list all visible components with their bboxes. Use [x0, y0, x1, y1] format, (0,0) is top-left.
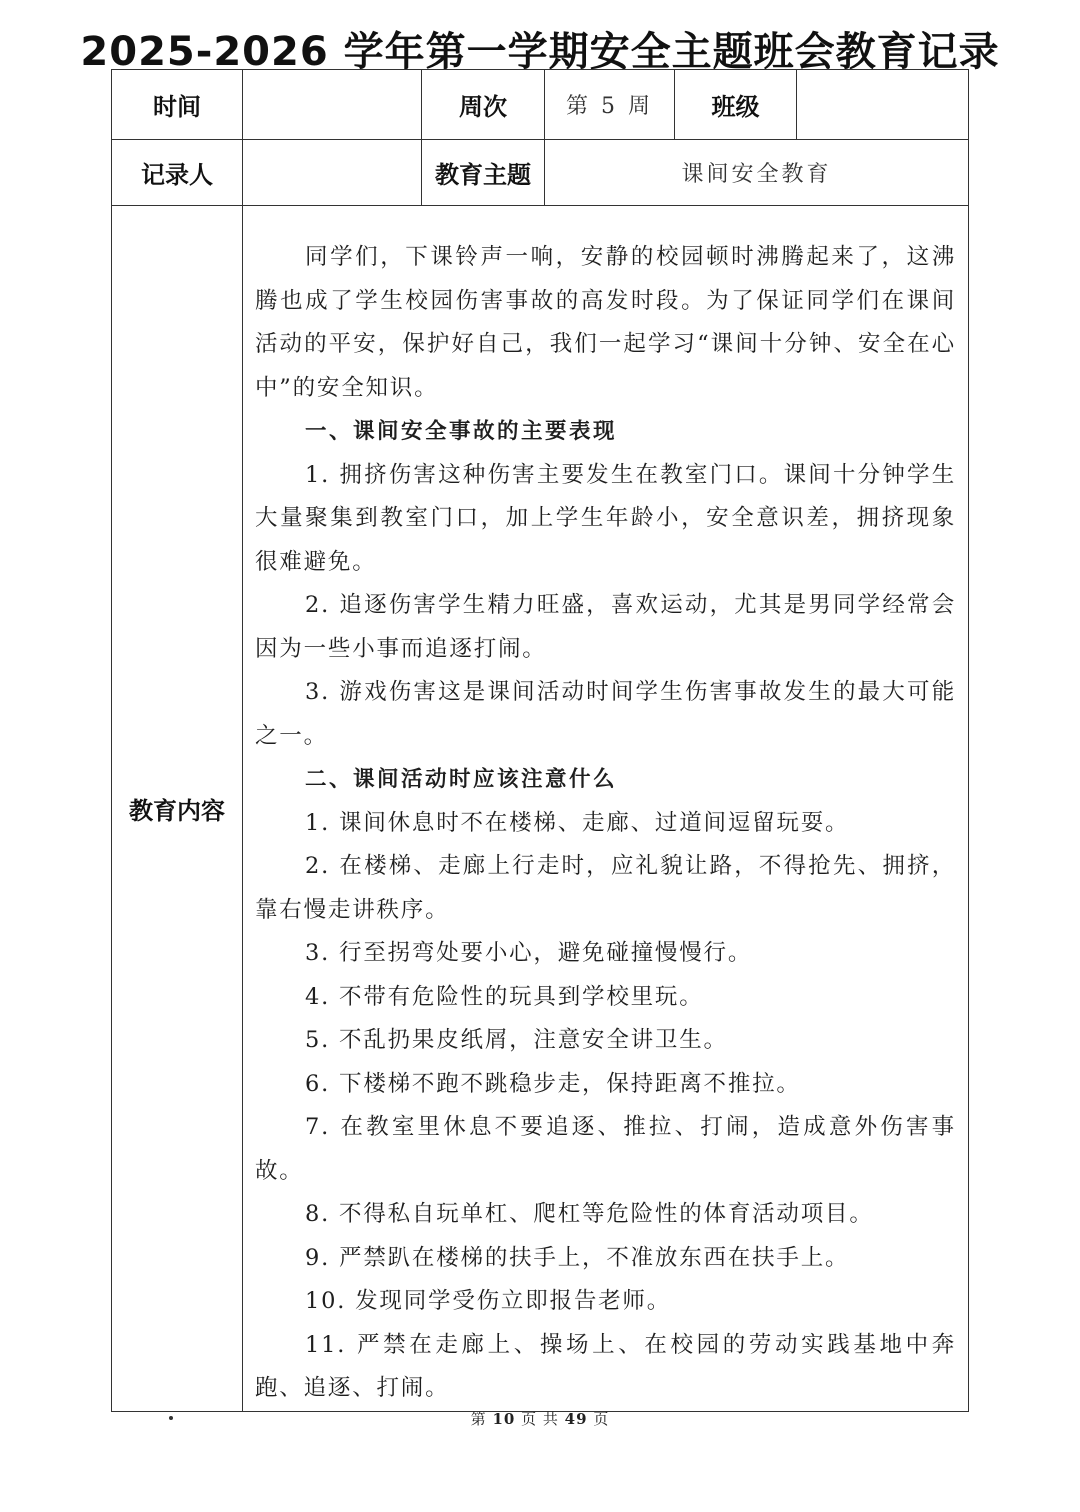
list-item: 1. 拥挤伤害这种伤害主要发生在教室门口。课间十分钟学生大量聚集到教室门口，加上学生年龄小，安全意识差，拥挤现象很难避免。 — [255, 461, 956, 575]
week-value: 第 5 周 — [545, 70, 675, 140]
content-body — [243, 206, 969, 1412]
recorder-label: 记录人 — [112, 140, 243, 206]
list-item: 5. 不乱扔果皮纸屑，注意安全讲卫生。 — [305, 1027, 728, 1053]
list-item: 9. 严禁趴在楼梯的扶手上，不准放东西在扶手上。 — [305, 1244, 850, 1271]
list-item: 8. 不得私自玩单杠、爬杠等危险性的体育活动项目。 — [305, 1201, 874, 1227]
page-footer — [0, 1408, 1080, 1429]
section-heading-2: 二、课间活动时应该注意什么 — [305, 767, 618, 792]
footer-middle: 页 共 — [521, 1410, 559, 1428]
list-item: 2. 追逐伤害学生精力旺盛，喜欢运动，尤其是男同学经常会因为一些小事而追逐打闹。 — [255, 592, 956, 662]
list-item: 4. 不带有危险性的玩具到学校里玩。 — [305, 983, 704, 1010]
time-value — [243, 70, 422, 140]
list-item: 3. 行至拐弯处要小心，避免碰撞慢慢行。 — [305, 940, 753, 966]
list-item: 6. 下楼梯不跑不跳稳步走，保持距离不推拉。 — [305, 1070, 801, 1097]
list-item: 10. 发现同学受伤立即报告老师。 — [305, 1288, 672, 1314]
list-item: 11. 严禁在走廊上、操场上、在校园的劳动实践基地中奔跑、追逐、打闹。 — [255, 1331, 956, 1401]
week-label: 周次 — [422, 70, 545, 140]
theme-value: 课间安全教育 — [545, 140, 969, 206]
record-table — [111, 69, 969, 1412]
list-item: 2. 在楼梯、走廊上行走时，应礼貌让路，不得抢先、拥挤，靠右慢走讲秩序。 — [255, 853, 956, 923]
section-heading-1: 一、课间安全事故的主要表现 — [305, 419, 618, 444]
class-label: 班级 — [675, 70, 797, 140]
intro-paragraph: 同学们，下课铃声一响，安静的校园顿时沸腾起来了，这沸腾也成了学生校园伤害事故的高发时段。为了保证同学们在课间活动的平安，保护好自己，我们一起学习“课间十分钟、安全在心中”的安全知识。 — [255, 244, 956, 401]
header-row-1 — [112, 70, 969, 140]
list-item: 3. 游戏伤害这是课间活动时间学生伤害事故发生的最大可能之一。 — [255, 679, 956, 749]
theme-label: 教育主题 — [422, 140, 545, 206]
header-row-2 — [112, 140, 969, 206]
list-item: 7. 在教室里休息不要追逐、推拉、打闹，造成意外伤害事故。 — [255, 1114, 956, 1184]
list-item: 1. 课间休息时不在楼梯、走廊、过道间逗留玩耍。 — [305, 809, 850, 836]
time-label: 时间 — [112, 70, 243, 140]
content-label: 教育内容 — [112, 206, 243, 1412]
footer-current-page: 10 — [492, 1410, 516, 1428]
content-row — [112, 206, 969, 1412]
recorder-value — [243, 140, 422, 206]
footer-total-pages: 49 — [564, 1410, 588, 1428]
footer-suffix: 页 — [593, 1410, 610, 1428]
page-title: 2025-2026 学年第一学期安全主题班会教育记录 — [80, 29, 1000, 75]
class-value — [797, 70, 969, 140]
footer-prefix: 第 — [470, 1410, 487, 1428]
